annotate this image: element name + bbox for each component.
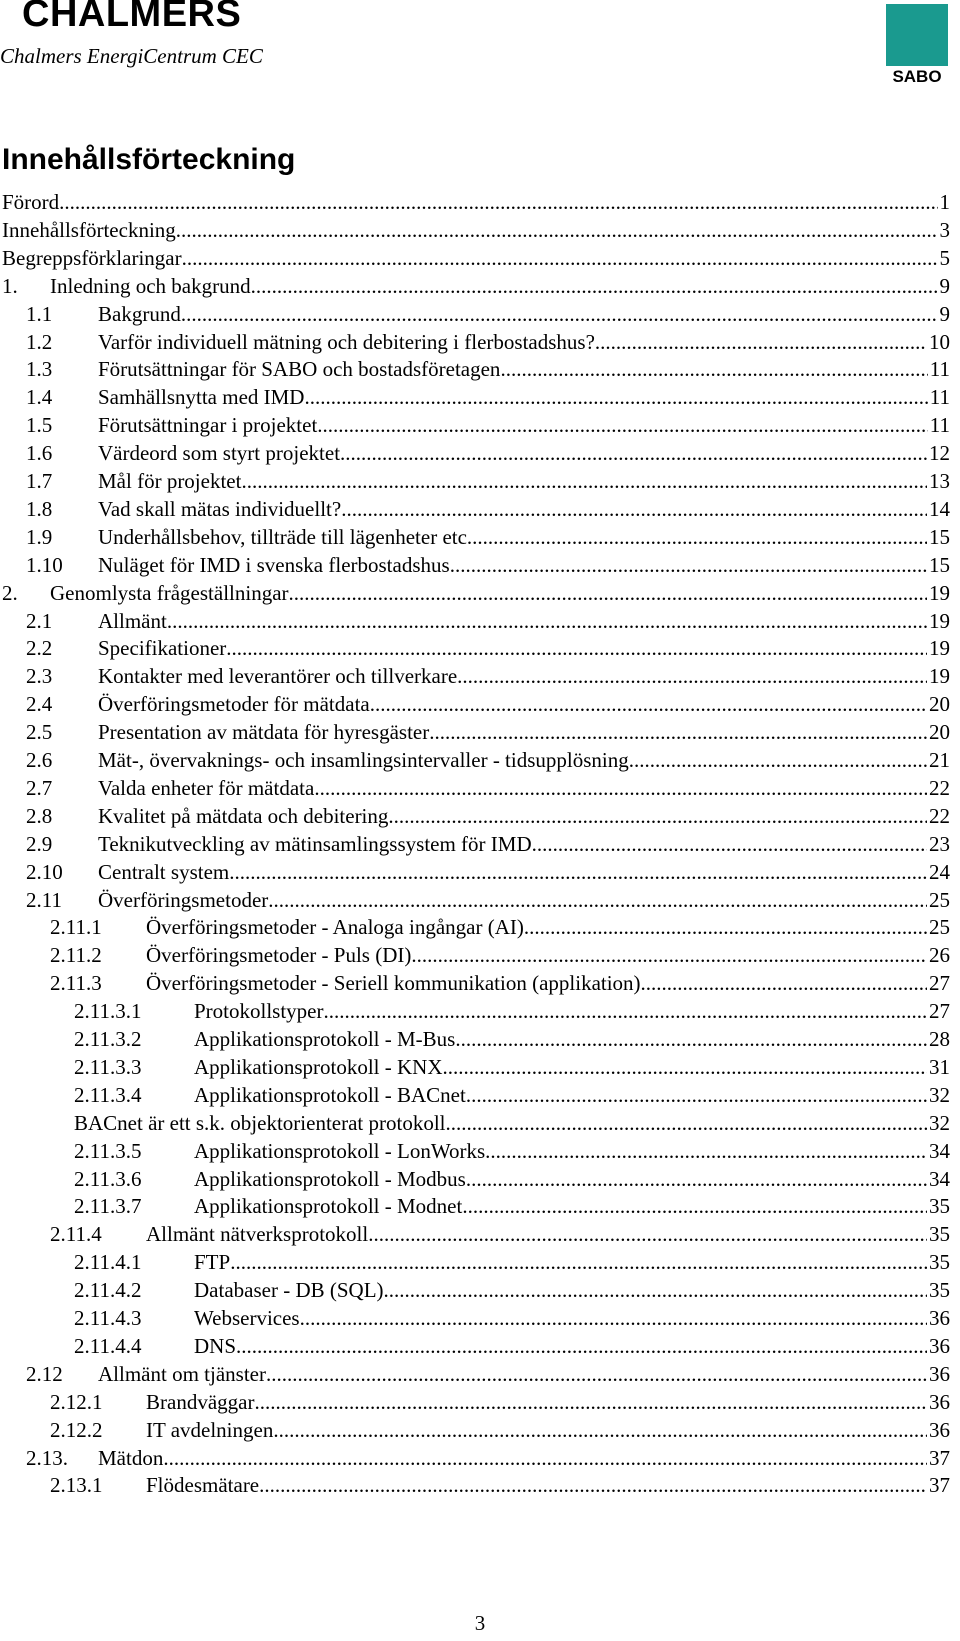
- toc-entry-title: Nuläget för IMD i svenska flerbostadshus: [98, 552, 450, 577]
- toc-entry[interactable]: [0, 1444, 950, 1473]
- toc-entry-title: Specifikationer: [98, 636, 227, 661]
- toc-entry[interactable]: [0, 1192, 950, 1221]
- toc-entry-number: 2.9: [26, 831, 53, 856]
- toc-entry-page: 10: [929, 329, 950, 354]
- toc-entry[interactable]: [0, 774, 950, 803]
- toc-entry[interactable]: [0, 1137, 950, 1166]
- toc-leader-dots: [442, 1053, 927, 1082]
- toc-entry-title: Förutsättningar i projektet: [98, 413, 318, 438]
- toc-entry-number: 2.11.3: [50, 971, 102, 996]
- toc-entry-title: Kontakter med leverantörer och tillverkare: [98, 664, 458, 689]
- toc-entry-number: 2.12.1: [50, 1389, 103, 1414]
- toc-entry-page: 19: [929, 608, 950, 633]
- toc-leader-dots: [462, 1192, 927, 1221]
- toc-entry[interactable]: [0, 1165, 950, 1194]
- toc-entry-number: 2.12: [26, 1361, 63, 1386]
- toc-entry-page: 9: [939, 273, 950, 298]
- toc-entry-title: BACnet är ett s.k. objektorienterat protokoll.: [74, 1110, 451, 1135]
- toc-entry-title: Flödesmätare: [146, 1473, 260, 1498]
- sabo-logo: [885, 4, 949, 86]
- toc-entry-number: 2.13.1: [50, 1473, 103, 1498]
- toc-leader-dots: [455, 1025, 927, 1054]
- toc-entry[interactable]: [0, 662, 950, 691]
- toc-entry-title: Applikationsprotokoll - BACnet: [194, 1082, 466, 1107]
- toc-entry[interactable]: [0, 439, 950, 468]
- toc-entry-page: 19: [929, 636, 950, 661]
- toc-leader-dots: [485, 1137, 927, 1166]
- toc-entry-page: 15: [929, 524, 950, 549]
- toc-entry[interactable]: [0, 634, 950, 663]
- toc-entry[interactable]: [0, 355, 950, 384]
- toc-entry[interactable]: [0, 830, 950, 859]
- toc-entry[interactable]: [0, 216, 950, 245]
- toc-entry-page: 19: [929, 580, 950, 605]
- toc-entry-number: 2.11.4.3: [74, 1306, 142, 1330]
- toc-entry[interactable]: [0, 495, 950, 524]
- toc-entry[interactable]: [0, 272, 950, 301]
- toc-entry[interactable]: [0, 1332, 950, 1361]
- toc-entry-page: 36: [929, 1306, 950, 1330]
- toc-entry-page: 20: [929, 720, 950, 745]
- toc-entry-number: 2.11.4.2: [74, 1278, 142, 1303]
- toc-entry[interactable]: [0, 1276, 950, 1305]
- toc-entry[interactable]: [0, 551, 950, 580]
- toc-entry-number: 2.11.4: [50, 1222, 102, 1247]
- toc-entry[interactable]: [0, 1220, 950, 1249]
- sabo-logo-mark: [886, 4, 948, 66]
- toc-entry-page: 23: [929, 831, 950, 856]
- toc-entry-title: Genomlysta frågeställningar: [50, 580, 289, 605]
- toc-leader-dots: [532, 830, 927, 859]
- toc-entry-page: 12: [929, 441, 950, 466]
- toc-entry-title: Bakgrund: [98, 301, 181, 326]
- page-title: Innehållsförteckning: [2, 143, 296, 176]
- toc-entry-page: 35: [929, 1250, 950, 1275]
- toc-entry-title: Inledning och bakgrund: [50, 273, 251, 298]
- toc-leader-dots: [411, 941, 927, 970]
- toc-leader-dots: [524, 913, 927, 942]
- toc-entry[interactable]: [0, 746, 950, 775]
- sabo-logo-text: SABO: [892, 67, 942, 86]
- toc-leader-dots: [289, 579, 927, 608]
- toc-entry-title: FTP: [194, 1250, 231, 1275]
- toc-entry-title: Applikationsprotokoll - Modnet: [194, 1194, 463, 1219]
- toc-entry[interactable]: [0, 969, 950, 998]
- toc-entry[interactable]: [0, 886, 950, 915]
- toc-entry-page: 34: [929, 1166, 950, 1191]
- toc-entry-title: Varför individuell mätning och debitering i flerbostadshus?: [98, 329, 595, 354]
- toc-entry-title: Mål för projektet: [98, 469, 242, 493]
- toc-entry-number: 1.2: [26, 329, 53, 354]
- toc-entry[interactable]: [0, 1360, 950, 1389]
- toc-entry-number: 2.5: [26, 720, 53, 745]
- toc-entry-number: 2.: [2, 580, 18, 605]
- toc-leader-dots: [629, 746, 927, 775]
- toc-entry-number: 1.7: [26, 469, 53, 493]
- toc-entry-page: 32: [929, 1082, 950, 1107]
- toc-entry-page: 37: [929, 1473, 950, 1498]
- toc-leader-dots: [429, 718, 927, 747]
- toc-leader-dots: [324, 997, 928, 1026]
- toc-entry-page: 11: [929, 413, 950, 438]
- toc-leader-dots: [370, 690, 927, 719]
- toc-entry[interactable]: [0, 579, 950, 608]
- toc-entry-page: 37: [929, 1445, 950, 1470]
- toc-entry-number: 2.11.4.1: [74, 1250, 142, 1275]
- toc-entry[interactable]: [0, 941, 950, 970]
- toc-leader-dots: [229, 858, 927, 887]
- toc-entry-number: 2.10: [26, 859, 63, 884]
- toc-entry-title: Applikationsprotokoll - KNX: [194, 1054, 443, 1079]
- toc-entry-number: 2.6: [26, 748, 53, 772]
- toc-entry-title: Överföringsmetoder: [98, 887, 269, 912]
- toc-entry[interactable]: [0, 1081, 950, 1110]
- toc-leader-dots: [59, 188, 937, 217]
- toc-leader-dots: [595, 328, 927, 357]
- toc-entry-page: 25: [929, 915, 950, 940]
- toc-leader-dots: [251, 272, 938, 301]
- toc-entry-page: 3: [939, 217, 950, 242]
- toc-leader-dots: [368, 1220, 927, 1249]
- toc-leader-dots: [341, 495, 927, 524]
- toc-entry-page: 35: [929, 1278, 950, 1303]
- toc-entry-page: 36: [929, 1389, 950, 1414]
- toc-entry-page: 14: [929, 496, 950, 521]
- toc-entry[interactable]: [0, 1248, 950, 1277]
- toc-leader-dots: [500, 355, 927, 384]
- toc-leader-dots: [254, 1388, 927, 1417]
- toc-leader-dots: [466, 1165, 927, 1194]
- toc-entry-title: Presentation av mätdata för hyresgäster: [98, 720, 430, 745]
- toc-entry[interactable]: [0, 467, 950, 496]
- toc-leader-dots: [259, 1471, 927, 1500]
- toc-entry-number: 2.11.4.4: [74, 1333, 142, 1358]
- toc-entry-page: 28: [929, 1027, 950, 1051]
- toc-entry-title: Applikationsprotokoll - Modbus: [194, 1166, 466, 1191]
- toc-entry-title: Allmänt: [98, 608, 167, 633]
- toc-entry-title: Databaser - DB (SQL): [194, 1278, 384, 1303]
- toc-entry[interactable]: [0, 300, 950, 329]
- toc-entry[interactable]: [0, 1388, 950, 1417]
- toc-entry-number: 2.8: [26, 803, 53, 828]
- toc-entry[interactable]: [0, 411, 950, 440]
- toc-entry[interactable]: [0, 718, 950, 747]
- toc-leader-dots: [236, 1332, 927, 1361]
- page-number: 3: [474, 1611, 486, 1635]
- toc-entry-title: Begreppsförklaringar: [2, 245, 182, 270]
- toc-entry[interactable]: [0, 858, 950, 887]
- toc-entry-page: 27: [929, 999, 950, 1024]
- toc-entry-number: 2.4: [26, 692, 53, 717]
- toc-entry-number: 1.5: [26, 413, 53, 438]
- toc-entry-page: 31: [929, 1054, 950, 1079]
- toc-entry[interactable]: [0, 1416, 950, 1445]
- toc-leader-dots: [457, 662, 927, 691]
- toc-entry-page: 34: [929, 1138, 950, 1163]
- toc-entry-number: 2.11: [26, 887, 62, 912]
- toc-entry[interactable]: [0, 913, 950, 942]
- toc-entry-title: DNS: [194, 1333, 237, 1358]
- toc-entry-page: 19: [929, 664, 950, 689]
- toc-entry-title: Överföringsmetoder - Seriell kommunikation (applikation): [146, 971, 641, 996]
- toc-leader-dots: [472, 523, 927, 552]
- toc-entry-number: 2.13.: [26, 1445, 68, 1470]
- toc-leader-dots: [641, 969, 927, 998]
- toc-entry-number: 2.11.2: [50, 943, 102, 968]
- toc-entry-page: 13: [929, 469, 950, 493]
- toc-entry-title: Överföringsmetoder - Analoga ingångar (AI): [146, 915, 524, 940]
- toc-entry-number: 1.10: [26, 552, 63, 577]
- toc-entry[interactable]: [0, 328, 950, 357]
- toc-entry-title: Brandväggar: [146, 1389, 255, 1414]
- toc-entry-number: 2.11.3.3: [74, 1054, 142, 1079]
- toc-entry-number: 2.11.3.6: [74, 1166, 142, 1191]
- toc-entry-number: 1.6: [26, 441, 53, 466]
- toc-entry[interactable]: [0, 383, 950, 412]
- toc-entry-number: 1.3: [26, 357, 53, 382]
- toc-entry-title: IT avdelningen: [146, 1417, 274, 1442]
- toc-leader-dots: [450, 551, 927, 580]
- toc-entry-page: 24: [929, 859, 950, 884]
- toc-leader-dots: [266, 1360, 927, 1389]
- toc-entry-title: Överföringsmetoder för mätdata: [98, 692, 370, 717]
- toc-entry-page: 1: [939, 190, 950, 214]
- toc-entry[interactable]: [0, 1109, 950, 1138]
- toc-entry-title: Förord: [2, 190, 60, 214]
- toc-entry-page: 20: [929, 692, 950, 717]
- toc-leader-dots: [384, 1276, 927, 1305]
- toc-entry-page: 22: [929, 775, 950, 800]
- toc-entry[interactable]: [0, 690, 950, 719]
- toc-entry-title: Förutsättningar för SABO och bostadsföretagen: [98, 357, 501, 382]
- toc-entry[interactable]: [0, 1304, 950, 1333]
- toc-entry-title: Centralt system: [98, 859, 230, 884]
- toc-entry-page: 35: [929, 1194, 950, 1219]
- toc-leader-dots: [226, 634, 927, 663]
- toc-entry-page: 36: [929, 1417, 950, 1442]
- toc-entry-page: 5: [939, 245, 950, 270]
- toc-leader-dots: [388, 802, 927, 831]
- toc-entry-number: 1.4: [26, 385, 53, 410]
- toc-entry-page: 25: [929, 887, 950, 912]
- toc-leader-dots: [304, 383, 927, 412]
- toc-entry-title: Mätdon: [98, 1445, 164, 1470]
- toc-entry-title: Allmänt om tjänster: [98, 1361, 266, 1386]
- toc-entry-title: Mät-, övervaknings- och insamlingsintervaller - tidsupplösning: [98, 748, 629, 772]
- toc-entry-number: 2.11.1: [50, 915, 102, 940]
- toc-entry[interactable]: [0, 607, 950, 636]
- toc-entry-number: 2.11.3.5: [74, 1138, 142, 1163]
- toc-entry-title: Värdeord som styrt projektet: [98, 441, 341, 466]
- toc-entry-title: Innehållsförteckning: [2, 217, 176, 242]
- toc-entry[interactable]: [0, 802, 950, 831]
- toc-leader-dots: [451, 1109, 927, 1138]
- toc-entry-page: 15: [929, 552, 950, 577]
- toc-leader-dots: [167, 607, 927, 636]
- toc-entry-number: 2.11.3.2: [74, 1027, 142, 1051]
- chalmers-logo-text: CHALMERS: [22, 0, 242, 35]
- toc-leader-dots: [466, 1081, 927, 1110]
- toc-leader-dots: [182, 244, 938, 273]
- toc-leader-dots: [340, 439, 927, 468]
- toc-entry-page: 9: [939, 301, 950, 326]
- toc-entry-number: 2.2: [26, 636, 53, 661]
- toc-leader-dots: [163, 1444, 927, 1473]
- toc-entry-page: 32: [929, 1110, 950, 1135]
- toc-entry-number: 2.1: [26, 608, 53, 633]
- toc-leader-dots: [176, 216, 938, 245]
- toc-entry[interactable]: [0, 244, 950, 273]
- toc-entry-title: Webservices: [194, 1306, 300, 1330]
- toc-entry-title: Allmänt nätverksprotokoll: [146, 1222, 369, 1247]
- toc-entry-page: 21: [929, 748, 950, 772]
- toc-entry-title: Teknikutveckling av mätinsamlingssystem för IMD: [98, 831, 532, 856]
- toc-entry[interactable]: [0, 1025, 950, 1054]
- toc-entry-page: 35: [929, 1222, 950, 1247]
- toc-entry-page: 11: [929, 385, 950, 410]
- toc-entry[interactable]: [0, 188, 950, 217]
- toc-entry-page: 36: [929, 1361, 950, 1386]
- toc-entry-number: 2.3: [26, 664, 53, 689]
- toc-entry-number: 1.9: [26, 524, 53, 549]
- toc-entry-number: 2.11.3.4: [74, 1082, 142, 1107]
- toc-leader-dots: [268, 886, 927, 915]
- toc-entry-number: 2.7: [26, 775, 53, 800]
- toc-entry-page: 27: [929, 971, 950, 996]
- toc-entry-number: 2.11.3.1: [74, 999, 142, 1024]
- toc-leader-dots: [273, 1416, 927, 1445]
- toc-entry-title: Protokollstyper: [194, 999, 324, 1024]
- toc-entry-number: 1.1: [26, 301, 53, 326]
- toc-entry-number: 2.12.2: [50, 1417, 103, 1442]
- toc-entry-number: 1.: [2, 273, 18, 298]
- toc-leader-dots: [181, 300, 938, 329]
- toc-leader-dots: [230, 1248, 927, 1277]
- toc-entry-title: Kvalitet på mätdata och debitering: [98, 803, 389, 828]
- toc-entry[interactable]: [0, 1471, 950, 1500]
- toc-entry-page: 36: [929, 1333, 950, 1358]
- toc-entry[interactable]: [0, 997, 950, 1026]
- toc-entry-page: 11: [929, 357, 950, 382]
- chalmers-subtitle: Chalmers EnergiCentrum CEC: [0, 44, 263, 68]
- toc-entry-number: 2.11.3.7: [74, 1194, 142, 1219]
- toc-leader-dots: [314, 774, 927, 803]
- toc-entry-number: 1.8: [26, 496, 53, 521]
- toc-entry-title: Valda enheter för mätdata: [98, 775, 315, 800]
- toc-entry-title: Vad skall mätas individuellt?: [98, 496, 342, 521]
- toc-leader-dots: [241, 467, 927, 496]
- toc-entry-title: Överföringsmetoder - Puls (DI): [146, 943, 412, 968]
- toc-leader-dots: [300, 1304, 927, 1333]
- toc-entry-title: Applikationsprotokoll - LonWorks: [194, 1138, 486, 1163]
- toc-entry-title: Samhällsnytta med IMD: [98, 385, 305, 410]
- toc-entry-page: 26: [929, 943, 950, 968]
- toc-entry[interactable]: [0, 1053, 950, 1082]
- toc-entry-title: Applikationsprotokoll - M-Bus: [194, 1027, 456, 1051]
- toc-leader-dots: [317, 411, 927, 440]
- toc-entry-title: Underhållsbehov, tillträde till lägenheter etc.: [98, 524, 473, 549]
- toc-entry-page: 22: [929, 803, 950, 828]
- toc-entry[interactable]: [0, 523, 950, 552]
